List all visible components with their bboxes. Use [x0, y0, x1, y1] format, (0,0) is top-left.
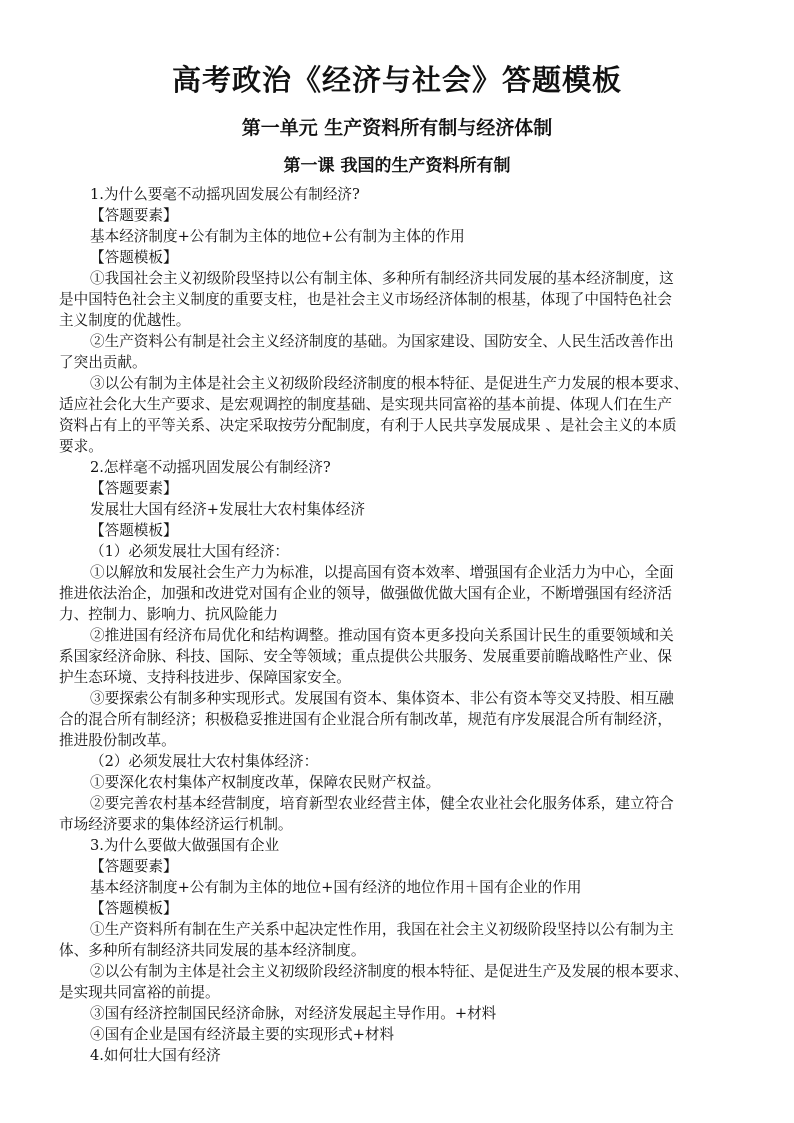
text-line: 力、控制力、影响力、抗风险能力 [59, 606, 278, 623]
text-line: 主义制度的优越性。 [59, 312, 191, 329]
text-line: 系国家经济命脉、科技、国际、安全等领域；重点提供公共服务、发展重要前瞻战略性产业、保 [59, 648, 672, 665]
text-line: 【答题要素】 [90, 207, 178, 224]
unit-heading: 第一单元 生产资料所有制与经济体制 [241, 117, 553, 139]
text-line: 【答题模板】 [90, 522, 178, 539]
text-line: ④国有企业是国有经济最主要的实现形式+材料 [90, 1026, 395, 1043]
text-line: 3.为什么要做大做强国有企业 [90, 837, 280, 854]
text-line: ①要深化农村集体产权制度改革，保障农民财产权益。 [90, 774, 441, 791]
text-line: （2）必须发展壮大农村集体经济： [90, 753, 319, 770]
text-line: 1.为什么要毫不动摇巩固发展公有制经济? [90, 186, 360, 203]
text-line: ②生产资料公有制是社会主义经济制度的基础。为国家建设、国防安全、人民生活改善作出 [90, 333, 674, 350]
text-line: 是中国特色社会主义制度的重要支柱，也是社会主义市场经济体制的根基，体现了中国特色社会 [59, 291, 672, 308]
text-line: 基本经济制度+公有制为主体的地位+公有制为主体的作用 [90, 228, 465, 245]
text-line: ②推进国有经济布局优化和结构调整。推动国有资本更多投向关系国计民生的重要领域和关 [90, 627, 674, 644]
text-line: ①生产资料所有制在生产关系中起决定性作用，我国在社会主义初级阶段坚持以公有制为主 [90, 921, 674, 938]
text-line: 要求。 [59, 438, 103, 455]
document-title: 高考政治《经济与社会》答题模板 [171, 63, 622, 97]
text-line: 了突出贡献。 [59, 354, 147, 371]
text-line: 合的混合所有制经济；积极稳妥推进国有企业混合所有制改革，规范有序发展混合所有制经济， [59, 711, 672, 728]
text-line: ③国有经济控制国民经济命脉，对经济发展起主导作用。+材料 [90, 1005, 497, 1022]
text-line: 资料占有上的平等关系、决定采取按劳分配制度，有利于人民共享发展成果 、是社会主义的本质 [59, 417, 677, 434]
text-line: 发展壮大国有经济+发展壮大农村集体经济 [90, 501, 365, 518]
text-line: 4.如何壮大国有经济 [90, 1047, 221, 1064]
text-line: ①以解放和发展社会生产力为标准，以提高国有资本效率、增强国有企业活力为中心，全面 [90, 564, 674, 581]
text-line: ①我国社会主义初级阶段坚持以公有制主体、多种所有制经济共同发展的基本经济制度，这 [90, 270, 674, 287]
text-line: ③要探索公有制多种实现形式。发展国有资本、集体资本、非公有资本等交叉持股、相互融 [90, 690, 674, 707]
text-line: 2.怎样毫不动摇巩固发展公有制经济? [90, 459, 331, 476]
text-line: ③以公有制为主体是社会主义初级阶段经济制度的根本特征、是促进生产力发展的根本要求、 [90, 375, 689, 392]
text-line: 【答题要素】 [90, 858, 178, 875]
text-line: 适应社会化大生产要求、是宏观调控的制度基础、是实现共同富裕的基本前提、体现人们在生产 [59, 396, 672, 413]
text-line: ②以公有制为主体是社会主义初级阶段经济制度的根本特征、是促进生产及发展的根本要求、 [90, 963, 689, 980]
text-line: 体、多种所有制经济共同发展的基本经济制度。 [59, 942, 366, 959]
text-line: 推进股份制改革。 [59, 732, 176, 749]
text-line: 推进依法治企，加强和改进党对国有企业的领导，做强做优做大国有企业，不断增强国有经济活 [59, 585, 672, 602]
text-line: 护生态环境、支持科技进步、保障国家安全。 [59, 669, 351, 686]
lesson-heading: 第一课 我国的生产资料所有制 [283, 156, 511, 176]
text-line: 基本经济制度+公有制为主体的地位+国有经济的地位作用＋国有企业的作用 [90, 879, 582, 896]
text-line: （1）必须发展壮大国有经济： [90, 543, 290, 560]
text-line: ②要完善农村基本经营制度，培育新型农业经营主体，健全农业社会化服务体系，建立符合 [90, 795, 674, 812]
text-line: 【答题要素】 [90, 480, 178, 497]
text-line: 是实现共同富裕的前提。 [59, 984, 220, 1001]
text-line: 【答题模板】 [90, 249, 178, 266]
text-line: 市场经济要求的集体经济运行机制。 [59, 816, 293, 833]
document-body [59, 184, 737, 1066]
text-line: 【答题模板】 [90, 900, 178, 917]
